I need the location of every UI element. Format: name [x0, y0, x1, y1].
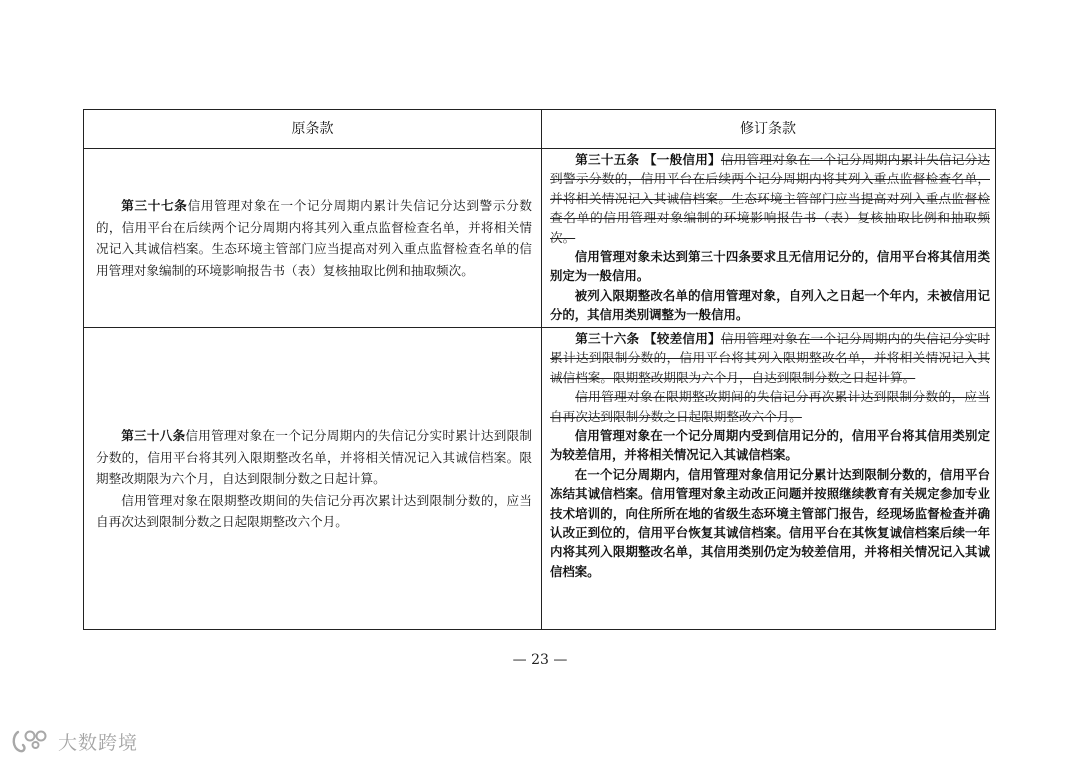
added-paragraph: 在一个记分周期内，信用管理对象信用记分累计达到限制分数的，信用平台冻结其诚信档案。信用管理对象主动改正问题并按照继续教育有关规定参加专业技术培训的，向住所所在地的省级生态环境主管部门报告，经现场监督检查并确认改正到位的，信用平台恢复其诚信档案。信用平台在其恢复诚信档案后续一年内将其列入限期整改名单，其信用类别仍定为较差信用，并将相关情况记入其诚信档案。	[550, 466, 990, 579]
row2-revised-cell	[550, 329, 990, 629]
added-paragraph: 信用管理对象未达到第三十四条要求且无信用记分的，信用平台将其信用类别定为一般信用。	[550, 249, 990, 284]
deleted-paragraph: 信用管理对象在限期整改期间的失信记分再次累计达到限制分数的，应当自再次达到限制分数之日起限期整改六个月。	[550, 389, 990, 424]
deleted-text: 信用管理对象在一个记分周期内累计失信记分达到警示分数的，信用平台在后续两个记分周期内将其列入重点监督检查名单，并将相关情况记入其诚信档案。生态环境主管部门应当提高对列入重点监督检查名单的信用管理对象编制的环境影响报告书（表）复核抽取比例和抽取频次。	[550, 152, 990, 245]
clause-paragraph: 信用管理对象在限期整改期间的失信记分再次累计达到限制分数的，应当自再次达到限制分数之日起限期整改六个月。	[96, 492, 532, 530]
row1-original-cell	[96, 149, 532, 327]
article-number: 第三十八条	[121, 428, 186, 444]
added-paragraph: 信用管理对象在一个记分周期内受到信用记分的，信用平台将其信用类别定为较差信用，并将相关情况记入其诚信档案。	[550, 428, 990, 463]
header-original: 原条款	[291, 121, 334, 137]
row2-original-cell	[96, 328, 532, 630]
clause-paragraph	[550, 329, 990, 387]
watermark-logo-icon	[10, 726, 54, 756]
row1-revised-cell	[550, 150, 990, 326]
header-revised: 修订条款	[740, 121, 796, 137]
article-heading: 第三十五条 【一般信用】	[575, 152, 721, 167]
clause-paragraph	[96, 425, 532, 490]
clause-paragraph	[96, 195, 532, 281]
page-number: — 23 —	[512, 652, 568, 668]
comparison-table	[83, 109, 996, 630]
column-divider	[541, 110, 542, 629]
clause-paragraph	[550, 150, 990, 247]
deleted-text: 信用管理对象在一个记分周期内的失信记分实时累计达到限制分数的，信用平台将其列入限期整改名单，并将相关情况记入其诚信档案。限期整改期限为六个月，自达到限制分数之日起计算。	[550, 331, 990, 385]
article-heading: 第三十六条 【较差信用】	[575, 331, 721, 346]
clause-text: 信用管理对象在一个记分周期内累计失信记分达到警示分数的，信用平台在后续两个记分周期内将其列入重点监督检查名单，并将相关情况记入其诚信档案。生态环境主管部门应当提高对列入重点监督检查名单的信用管理对象编制的环境影响报告书（表）复核抽取比例和抽取频次。	[96, 198, 533, 278]
watermark-text: 大数跨境	[58, 731, 139, 754]
added-paragraph: 被列入限期整改名单的信用管理对象，自列入之日起一个年内，未被信用记分的，其信用类别调整为一般信用。	[550, 287, 990, 323]
clause-text: 信用管理对象在一个记分周期内的失信记分实时累计达到限制分数的，信用平台将其列入限期整改名单，并将相关情况记入其诚信档案。限期整改期限为六个月，自达到限制分数之日起计算。	[96, 428, 533, 487]
watermark	[10, 724, 138, 758]
article-number: 第三十七条	[121, 198, 188, 213]
